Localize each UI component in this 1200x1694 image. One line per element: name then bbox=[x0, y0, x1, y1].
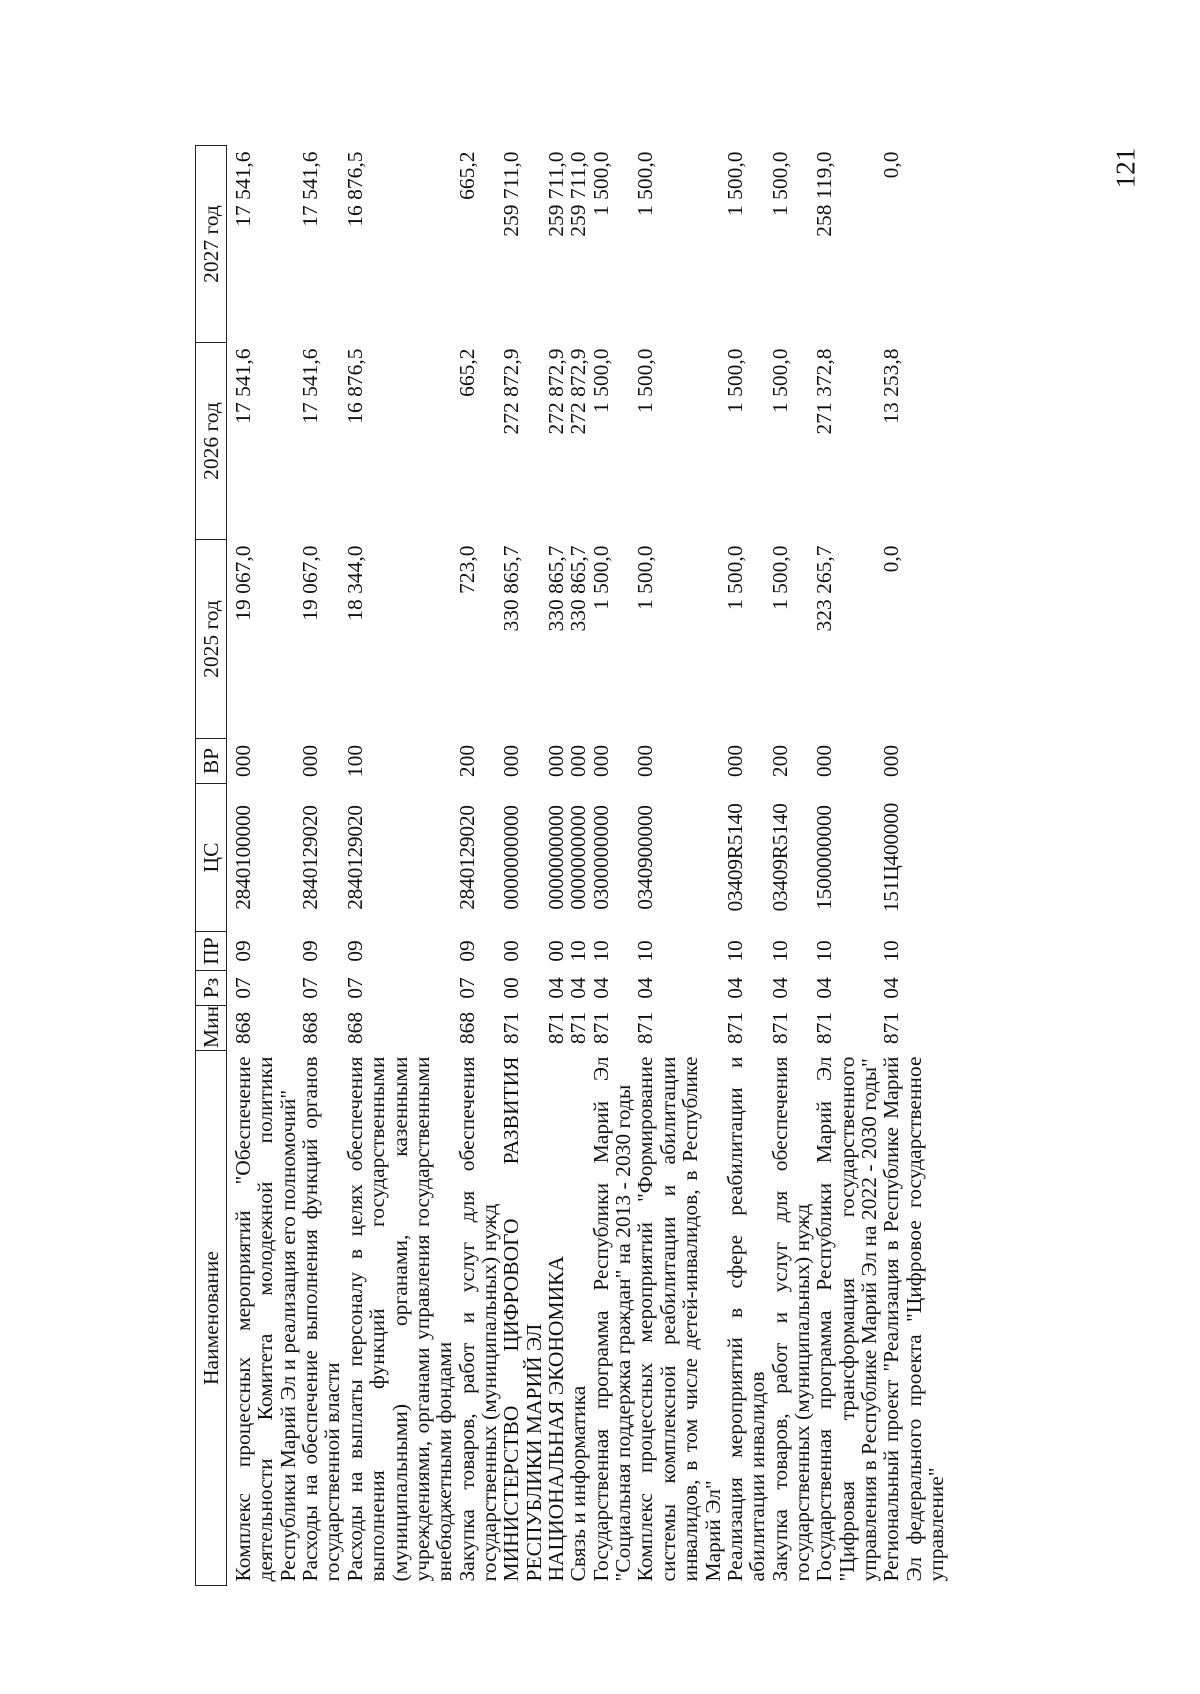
cell-2026: 272 872,9 bbox=[499, 348, 524, 435]
cell-2027: 259 711,0 bbox=[544, 151, 569, 237]
cell-name: Связь и информатика bbox=[566, 1385, 591, 1582]
cell-2025: 330 865,7 bbox=[566, 545, 591, 632]
header-2026: 2026 год bbox=[196, 343, 227, 540]
cell-2026: 1 500,0 bbox=[722, 348, 747, 413]
cell-name: Государственная программа Республики Марий Эл "Цифровая трансформация государственного управления в Республике Марий Эл на 2022 - 2030 годы" bbox=[812, 1056, 882, 1582]
cell-pr: 10 bbox=[812, 940, 837, 962]
cell-name: Расходы на выплаты персоналу в целях обеспечения выполнения функций государственными (муниципальными) органами, казенными учреждениями, органами управления государственными внебюджетными фондами bbox=[342, 1056, 457, 1582]
cell-pr: 09 bbox=[231, 940, 255, 962]
cell-min: 871 bbox=[566, 1011, 591, 1045]
table-row bbox=[567, 146, 589, 1586]
cell-rz: 04 bbox=[767, 977, 792, 999]
cell-min: 871 bbox=[879, 1011, 904, 1045]
cell-cs: 0000000000 bbox=[544, 805, 569, 910]
cell-2025: 1 500,0 bbox=[633, 545, 658, 610]
cell-2027: 17 541,6 bbox=[298, 151, 323, 227]
cell-2026: 665,2 bbox=[454, 348, 479, 397]
cell-vr: 000 bbox=[588, 744, 613, 778]
cell-2026: 1 500,0 bbox=[767, 348, 792, 413]
table-header bbox=[196, 146, 227, 1586]
cell-vr: 200 bbox=[767, 744, 792, 778]
cell-pr: 10 bbox=[722, 940, 747, 962]
cell-2027: 259 711,0 bbox=[499, 151, 524, 237]
cell-rz: 00 bbox=[499, 977, 524, 999]
header-min: Мин bbox=[196, 1006, 227, 1051]
cell-cs: 151Ц400000 bbox=[879, 802, 904, 913]
cell-name: Комплекс процессных мероприятий "Обеспечение деятельности Комитета молодежной политики Республики Марий Эл и реализация его полномочий" bbox=[231, 1056, 300, 1582]
cell-vr: 000 bbox=[231, 744, 255, 778]
cell-pr: 10 bbox=[566, 940, 591, 962]
cell-cs: 03409R5140 bbox=[767, 803, 792, 912]
cell-rz: 04 bbox=[544, 977, 569, 999]
table-row bbox=[500, 146, 545, 1586]
table-body bbox=[227, 146, 948, 1586]
cell-rz: 04 bbox=[812, 977, 837, 999]
cell-vr: 000 bbox=[812, 744, 837, 778]
cell-2026: 271 372,8 bbox=[812, 348, 837, 435]
table-row bbox=[299, 146, 344, 1586]
header-2027: 2027 год bbox=[196, 146, 227, 343]
cell-rz: 07 bbox=[298, 977, 323, 999]
cell-min: 871 bbox=[767, 1011, 792, 1045]
cell-min: 868 bbox=[298, 1011, 323, 1045]
cell-cs: 2840129020 bbox=[298, 805, 323, 910]
cell-min: 868 bbox=[454, 1011, 479, 1045]
cell-cs: 0000000000 bbox=[499, 805, 524, 910]
cell-vr: 200 bbox=[454, 744, 479, 778]
cell-vr: 000 bbox=[544, 744, 569, 778]
table-row bbox=[545, 146, 567, 1586]
cell-2026: 1 500,0 bbox=[588, 348, 613, 413]
cell-min: 871 bbox=[633, 1011, 658, 1045]
cell-name: Закупка товаров, работ и услуг для обеспечения государственных (муниципальных) нужд bbox=[767, 1056, 814, 1582]
cell-cs: 2840129020 bbox=[454, 805, 479, 910]
cell-vr: 000 bbox=[722, 744, 747, 778]
cell-2026: 16 876,5 bbox=[342, 348, 367, 424]
cell-min: 871 bbox=[722, 1011, 747, 1045]
cell-cs: 2840129020 bbox=[342, 805, 367, 910]
cell-cs: 2840100000 bbox=[231, 805, 255, 910]
cell-2027: 1 500,0 bbox=[633, 151, 658, 216]
cell-2025: 330 865,7 bbox=[544, 545, 569, 632]
cell-pr: 00 bbox=[499, 940, 524, 962]
cell-rz: 04 bbox=[588, 977, 613, 999]
cell-pr: 10 bbox=[879, 940, 904, 962]
header-vr: ВР bbox=[196, 739, 227, 784]
table-row bbox=[590, 146, 635, 1586]
cell-name: Комплекс процессных мероприятий "Формирование системы комплексной реабилитации и абилитации инвалидов, в том числе детей-инвалидов, в Республике Марий Эл" bbox=[633, 1056, 725, 1582]
cell-name: Закупка товаров, работ и услуг для обеспечения государственных (муниципальных) нужд bbox=[454, 1056, 501, 1582]
cell-2027: 1 500,0 bbox=[767, 151, 792, 216]
cell-2027: 16 876,5 bbox=[342, 151, 367, 227]
cell-vr: 000 bbox=[499, 744, 524, 778]
rotated-table-container bbox=[195, 146, 1200, 1586]
cell-2025: 323 265,7 bbox=[812, 545, 837, 632]
budget-table bbox=[195, 145, 948, 1586]
cell-2026: 17 541,6 bbox=[231, 348, 255, 424]
cell-name: Реализация мероприятий в сфере реабилитации и абилитации инвалидов bbox=[722, 1056, 770, 1582]
cell-pr: 09 bbox=[298, 940, 323, 962]
cell-name: Государственная программа Республики Марий Эл "Социальная поддержка граждан" на 2013 - 2030 годы bbox=[588, 1056, 636, 1582]
cell-2026: 1 500,0 bbox=[633, 348, 658, 413]
cell-pr: 09 bbox=[342, 940, 367, 962]
header-cs: ЦС bbox=[196, 784, 227, 932]
cell-rz: 04 bbox=[566, 977, 591, 999]
cell-min: 871 bbox=[499, 1011, 524, 1045]
cell-cs: 0340900000 bbox=[633, 805, 658, 910]
cell-name: Региональный проект "Реализация в Республике Марий Эл федерального проекта "Цифровое государственное управление" bbox=[879, 1056, 949, 1582]
cell-rz: 04 bbox=[879, 977, 904, 999]
cell-vr: 000 bbox=[566, 744, 591, 778]
table-row bbox=[227, 146, 300, 1586]
cell-pr: 10 bbox=[588, 940, 613, 962]
cell-2025: 19 067,0 bbox=[231, 545, 255, 621]
table-row bbox=[344, 146, 456, 1586]
cell-rz: 07 bbox=[231, 977, 255, 999]
cell-vr: 000 bbox=[633, 744, 658, 778]
cell-2025: 723,0 bbox=[454, 545, 479, 594]
cell-2026: 17 541,6 bbox=[298, 348, 323, 424]
page-number: 121 bbox=[1110, 147, 1141, 189]
cell-min: 871 bbox=[588, 1011, 613, 1045]
cell-rz: 07 bbox=[454, 977, 479, 999]
cell-min: 868 bbox=[231, 1011, 255, 1045]
cell-cs: 0300000000 bbox=[588, 805, 613, 910]
cell-rz: 04 bbox=[722, 977, 747, 999]
cell-2025: 0,0 bbox=[879, 545, 904, 573]
cell-pr: 10 bbox=[767, 940, 792, 962]
cell-2025: 1 500,0 bbox=[722, 545, 747, 610]
cell-pr: 00 bbox=[544, 940, 569, 962]
cell-min: 868 bbox=[342, 1011, 367, 1045]
cell-name: Расходы на обеспечение выполнения функций органов государственной власти bbox=[298, 1056, 345, 1582]
cell-2027: 1 500,0 bbox=[722, 151, 747, 216]
header-pr: ПР bbox=[196, 932, 227, 971]
cell-pr: 10 bbox=[633, 940, 658, 962]
cell-2025: 18 344,0 bbox=[342, 545, 367, 621]
cell-pr: 09 bbox=[454, 940, 479, 962]
cell-2026: 13 253,8 bbox=[879, 348, 904, 424]
cell-2027: 258 119,0 bbox=[812, 151, 837, 237]
cell-2027: 1 500,0 bbox=[588, 151, 613, 216]
table-row bbox=[634, 146, 723, 1586]
cell-vr: 000 bbox=[298, 744, 323, 778]
cell-min: 871 bbox=[544, 1011, 569, 1045]
header-name: Наименование bbox=[196, 1051, 227, 1586]
cell-2025: 1 500,0 bbox=[588, 545, 613, 610]
cell-2026: 272 872,9 bbox=[566, 348, 591, 435]
cell-name: МИНИСТЕРСТВО ЦИФРОВОГО РАЗВИТИЯ РЕСПУБЛИКИ МАРИЙ ЭЛ bbox=[499, 1056, 546, 1582]
table-row bbox=[880, 146, 947, 1586]
cell-rz: 07 bbox=[342, 977, 367, 999]
cell-cs: 03409R5140 bbox=[722, 803, 747, 912]
cell-2025: 330 865,7 bbox=[499, 545, 524, 632]
cell-2025: 19 067,0 bbox=[298, 545, 323, 621]
header-rz: Рз bbox=[196, 971, 227, 1006]
cell-rz: 04 bbox=[633, 977, 658, 999]
cell-2026: 272 872,9 bbox=[544, 348, 569, 435]
cell-cs: 1500000000 bbox=[812, 805, 837, 910]
cell-min: 871 bbox=[812, 1011, 837, 1045]
cell-vr: 000 bbox=[879, 744, 904, 778]
cell-2027: 0,0 bbox=[879, 151, 904, 179]
table-row bbox=[769, 146, 814, 1586]
cell-vr: 100 bbox=[342, 744, 367, 778]
cell-name: НАЦИОНАЛЬНАЯ ЭКОНОМИКА bbox=[544, 1256, 569, 1582]
cell-cs: 0000000000 bbox=[566, 805, 591, 910]
cell-2027: 259 711,0 bbox=[566, 151, 591, 237]
table-row bbox=[456, 146, 501, 1586]
cell-2027: 665,2 bbox=[454, 151, 479, 200]
cell-2025: 1 500,0 bbox=[767, 545, 792, 610]
cell-2027: 17 541,6 bbox=[231, 151, 255, 227]
header-2025: 2025 год bbox=[196, 540, 227, 739]
header-row bbox=[196, 146, 227, 1586]
table-row bbox=[813, 146, 880, 1586]
table-row bbox=[724, 146, 769, 1586]
